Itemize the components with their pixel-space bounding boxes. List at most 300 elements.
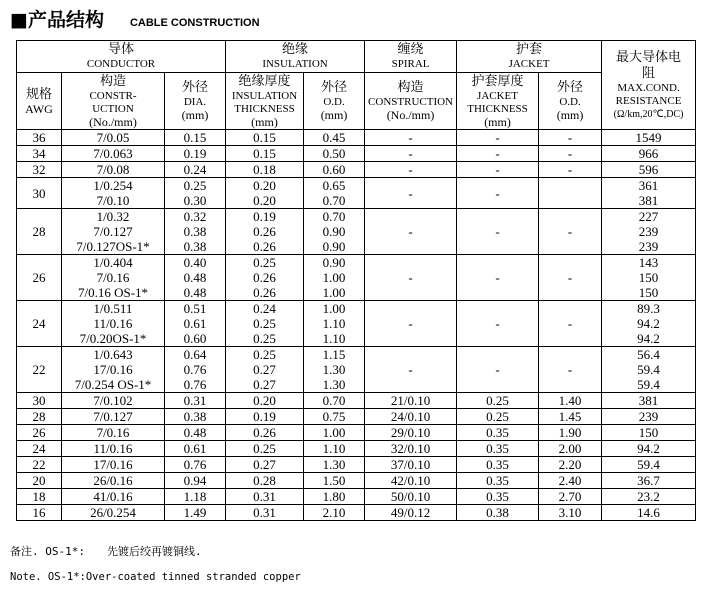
header-conductor-construction: 构造 CONSTR- UCTION (No./mm) bbox=[62, 73, 165, 130]
note-chinese bbox=[10, 545, 202, 559]
conductor-construction-cell-line: 1/0.32 bbox=[96, 209, 130, 224]
insulation-od-cell-line: 2.10 bbox=[322, 505, 346, 520]
insulation-od-cell-line: 1.80 bbox=[322, 489, 346, 504]
insulation-od-cell bbox=[304, 255, 365, 301]
insulation-od-cell bbox=[304, 209, 365, 255]
insulation-thickness-cell-line: 0.26 bbox=[253, 425, 276, 440]
spiral-construction-cell: 37/0.10 bbox=[365, 457, 457, 473]
conductor-construction-cell-line: 7/0.063 bbox=[93, 146, 133, 161]
spiral-construction-cell: 21/0.10 bbox=[365, 393, 457, 409]
insulation-od-cell-line: 0.90 bbox=[322, 239, 346, 254]
table-row bbox=[17, 425, 696, 441]
spiral-construction-cell: - bbox=[365, 146, 457, 162]
max-resistance-cell-line: 94.2 bbox=[637, 331, 660, 346]
insulation-od-cell-line: 0.65 bbox=[322, 178, 346, 193]
insulation-thickness-cell-line: 0.15 bbox=[253, 146, 276, 161]
awg-cell: 16 bbox=[17, 505, 62, 521]
conductor-construction-cell-line: 11/0.16 bbox=[93, 441, 133, 456]
jacket-od-cell: - bbox=[539, 209, 602, 255]
conductor-dia-cell-line: 0.48 bbox=[183, 425, 207, 440]
jacket-od-cell: - bbox=[539, 347, 602, 393]
conductor-dia-cell bbox=[165, 209, 226, 255]
insulation-od-cell-line: 1.30 bbox=[322, 362, 346, 377]
table-row bbox=[17, 178, 696, 209]
conductor-construction-cell bbox=[62, 130, 165, 146]
conductor-dia-cell bbox=[165, 505, 226, 521]
table-row bbox=[17, 457, 696, 473]
awg-cell: 28 bbox=[17, 409, 62, 425]
insulation-od-cell-line: 1.10 bbox=[322, 316, 346, 331]
conductor-construction-cell-line: 1/0.643 bbox=[93, 347, 133, 362]
conductor-dia-cell-line: 0.94 bbox=[183, 473, 207, 488]
insulation-od-cell-line: 1.10 bbox=[322, 441, 346, 456]
conductor-dia-cell-line: 0.19 bbox=[183, 146, 207, 161]
spiral-construction-cell: - bbox=[365, 162, 457, 178]
insulation-thickness-cell bbox=[226, 425, 304, 441]
insulation-thickness-cell-line: 0.25 bbox=[253, 331, 276, 346]
awg-cell: 22 bbox=[17, 457, 62, 473]
insulation-od-cell bbox=[304, 457, 365, 473]
header-awg: 规格 AWG bbox=[17, 73, 62, 130]
conductor-construction-cell bbox=[62, 393, 165, 409]
max-resistance-cell bbox=[602, 347, 696, 393]
title-square-icon: ■ bbox=[10, 9, 28, 31]
jacket-od-cell: - bbox=[539, 130, 602, 146]
jacket-od-cell: 2.00 bbox=[539, 441, 602, 457]
conductor-construction-cell-line: 7/0.127OS-1* bbox=[76, 239, 150, 254]
insulation-thickness-cell-line: 0.15 bbox=[253, 130, 276, 145]
conductor-dia-cell bbox=[165, 130, 226, 146]
note-chinese-label: 备注. OS-1*: bbox=[10, 545, 85, 558]
max-resistance-cell bbox=[602, 162, 696, 178]
jacket-thickness-cell: 0.35 bbox=[457, 425, 539, 441]
insulation-thickness-cell-line: 0.18 bbox=[253, 162, 276, 177]
insulation-thickness-cell bbox=[226, 209, 304, 255]
conductor-construction-cell bbox=[62, 146, 165, 162]
table-row bbox=[17, 473, 696, 489]
jacket-thickness-cell: - bbox=[457, 146, 539, 162]
insulation-od-cell-line: 1.00 bbox=[322, 270, 346, 285]
awg-cell: 32 bbox=[17, 162, 62, 178]
max-resistance-cell-line: 56.4 bbox=[637, 347, 660, 362]
insulation-thickness-cell-line: 0.20 bbox=[253, 178, 276, 193]
max-resistance-cell-line: 596 bbox=[638, 162, 659, 177]
conductor-dia-cell bbox=[165, 301, 226, 347]
insulation-od-cell bbox=[304, 489, 365, 505]
insulation-thickness-cell-line: 0.26 bbox=[253, 285, 276, 300]
insulation-od-cell bbox=[304, 178, 365, 209]
insulation-od-cell bbox=[304, 146, 365, 162]
insulation-od-cell bbox=[304, 393, 365, 409]
insulation-thickness-cell bbox=[226, 301, 304, 347]
insulation-thickness-cell bbox=[226, 130, 304, 146]
jacket-od-cell: 1.90 bbox=[539, 425, 602, 441]
conductor-dia-cell bbox=[165, 178, 226, 209]
insulation-od-cell-line: 0.45 bbox=[322, 130, 346, 145]
insulation-od-cell-line: 0.75 bbox=[322, 409, 346, 424]
insulation-od-cell-line: 1.15 bbox=[322, 347, 346, 362]
insulation-thickness-cell-line: 0.26 bbox=[253, 270, 276, 285]
header-spiral: 缠绕 SPIRAL bbox=[365, 41, 457, 73]
conductor-dia-cell-line: 0.51 bbox=[183, 301, 207, 316]
header-jacket-od: 外径 O.D. (mm) bbox=[539, 73, 602, 130]
conductor-construction-cell bbox=[62, 457, 165, 473]
title-english: CABLE CONSTRUCTION bbox=[129, 17, 260, 29]
table-row bbox=[17, 255, 696, 301]
max-resistance-cell-line: 239 bbox=[638, 409, 659, 424]
conductor-construction-cell bbox=[62, 162, 165, 178]
insulation-thickness-cell bbox=[226, 473, 304, 489]
insulation-od-cell-line: 0.90 bbox=[322, 255, 346, 270]
max-resistance-cell-line: 361 bbox=[638, 178, 659, 193]
conductor-construction-cell-line: 1/0.404 bbox=[93, 255, 133, 270]
insulation-thickness-cell-line: 0.20 bbox=[253, 393, 276, 408]
max-resistance-cell bbox=[602, 457, 696, 473]
conductor-construction-cell-line: 7/0.16 bbox=[96, 270, 130, 285]
max-resistance-cell bbox=[602, 146, 696, 162]
conductor-dia-cell-line: 0.31 bbox=[183, 393, 207, 408]
spiral-construction-cell: - bbox=[365, 255, 457, 301]
spiral-construction-cell: 50/0.10 bbox=[365, 489, 457, 505]
insulation-od-cell-line: 0.90 bbox=[322, 224, 346, 239]
jacket-od-cell: - bbox=[539, 255, 602, 301]
conductor-dia-cell-line: 0.61 bbox=[183, 441, 207, 456]
conductor-dia-cell-line: 0.61 bbox=[183, 316, 207, 331]
spiral-construction-cell: - bbox=[365, 209, 457, 255]
conductor-construction-cell-line: 1/0.511 bbox=[93, 301, 133, 316]
conductor-dia-cell-line: 0.76 bbox=[183, 377, 207, 392]
conductor-dia-cell bbox=[165, 347, 226, 393]
insulation-od-cell-line: 1.00 bbox=[322, 301, 346, 316]
insulation-od-cell bbox=[304, 473, 365, 489]
insulation-od-cell bbox=[304, 162, 365, 178]
insulation-thickness-cell-line: 0.25 bbox=[253, 347, 276, 362]
conductor-dia-cell bbox=[165, 473, 226, 489]
conductor-dia-cell-line: 0.38 bbox=[183, 224, 207, 239]
conductor-dia-cell-line: 0.76 bbox=[183, 362, 207, 377]
jacket-thickness-cell: 0.35 bbox=[457, 473, 539, 489]
insulation-od-cell-line: 1.10 bbox=[322, 331, 346, 346]
conductor-construction-cell bbox=[62, 347, 165, 393]
conductor-dia-cell-line: 0.76 bbox=[183, 457, 207, 472]
insulation-thickness-cell bbox=[226, 441, 304, 457]
jacket-thickness-cell: - bbox=[457, 130, 539, 146]
insulation-thickness-cell-line: 0.27 bbox=[253, 377, 276, 392]
insulation-od-cell-line: 0.70 bbox=[322, 193, 346, 208]
note-chinese-text: 先镀后绞再镀铜线. bbox=[106, 545, 202, 558]
conductor-dia-cell bbox=[165, 489, 226, 505]
conductor-dia-cell bbox=[165, 162, 226, 178]
spiral-construction-cell: - bbox=[365, 130, 457, 146]
conductor-construction-cell-line: 1/0.254 bbox=[93, 178, 133, 193]
insulation-od-cell bbox=[304, 505, 365, 521]
conductor-construction-cell-line: 11/0.16 bbox=[93, 316, 133, 331]
max-resistance-cell bbox=[602, 255, 696, 301]
max-resistance-cell-line: 59.4 bbox=[637, 362, 660, 377]
title-chinese: 产品结构 bbox=[27, 9, 104, 31]
header-spiral-construction: 构造 CONSTRUCTION (No./mm) bbox=[365, 73, 457, 130]
insulation-thickness-cell-line: 0.25 bbox=[253, 316, 276, 331]
jacket-od-cell: 3.10 bbox=[539, 505, 602, 521]
conductor-dia-cell-line: 0.38 bbox=[183, 239, 207, 254]
conductor-construction-cell-line: 7/0.16 OS-1* bbox=[77, 285, 149, 300]
conductor-construction-cell-line: 26/0.16 bbox=[93, 473, 133, 488]
max-resistance-cell bbox=[602, 130, 696, 146]
insulation-thickness-cell bbox=[226, 489, 304, 505]
insulation-od-cell bbox=[304, 409, 365, 425]
conductor-construction-cell-line: 7/0.254 OS-1* bbox=[74, 377, 152, 392]
awg-cell: 26 bbox=[17, 425, 62, 441]
insulation-od-cell-line: 1.30 bbox=[322, 457, 346, 472]
conductor-dia-cell bbox=[165, 425, 226, 441]
spiral-construction-cell: 42/0.10 bbox=[365, 473, 457, 489]
conductor-dia-cell-line: 0.48 bbox=[183, 285, 207, 300]
max-resistance-cell-line: 381 bbox=[638, 393, 659, 408]
jacket-thickness-cell: 0.38 bbox=[457, 505, 539, 521]
max-resistance-cell-line: 94.2 bbox=[637, 441, 660, 456]
conductor-dia-cell-line: 0.48 bbox=[183, 270, 207, 285]
insulation-od-cell-line: 0.60 bbox=[322, 162, 346, 177]
jacket-thickness-cell: 0.35 bbox=[457, 457, 539, 473]
conductor-construction-cell bbox=[62, 425, 165, 441]
cable-construction-table bbox=[16, 40, 696, 521]
awg-cell: 24 bbox=[17, 441, 62, 457]
header-conductor-dia: 外径 DIA. (mm) bbox=[165, 73, 226, 130]
max-resistance-cell-line: 89.3 bbox=[637, 301, 660, 316]
max-resistance-cell-line: 239 bbox=[638, 239, 659, 254]
conductor-dia-cell bbox=[165, 393, 226, 409]
conductor-dia-cell bbox=[165, 146, 226, 162]
jacket-thickness-cell: 0.35 bbox=[457, 489, 539, 505]
jacket-od-cell: 2.70 bbox=[539, 489, 602, 505]
jacket-od-cell: 2.40 bbox=[539, 473, 602, 489]
jacket-od-cell bbox=[539, 178, 602, 209]
conductor-construction-cell bbox=[62, 255, 165, 301]
conductor-dia-cell-line: 0.40 bbox=[183, 255, 207, 270]
conductor-construction-cell bbox=[62, 209, 165, 255]
awg-cell: 30 bbox=[17, 178, 62, 209]
insulation-thickness-cell bbox=[226, 255, 304, 301]
jacket-od-cell: - bbox=[539, 146, 602, 162]
insulation-od-cell-line: 0.50 bbox=[322, 146, 346, 161]
header-insulation-od: 外径 O.D. (mm) bbox=[304, 73, 365, 130]
header-insulation: 绝缘 INSULATION bbox=[226, 41, 365, 73]
insulation-od-cell-line: 1.50 bbox=[322, 473, 346, 488]
spiral-construction-cell: 24/0.10 bbox=[365, 409, 457, 425]
max-resistance-cell-line: 23.2 bbox=[637, 489, 660, 504]
conductor-construction-cell-line: 26/0.254 bbox=[90, 505, 136, 520]
max-resistance-cell-line: 239 bbox=[638, 224, 659, 239]
spiral-construction-cell: 49/0.12 bbox=[365, 505, 457, 521]
jacket-thickness-cell: - bbox=[457, 255, 539, 301]
conductor-dia-cell bbox=[165, 441, 226, 457]
insulation-thickness-cell bbox=[226, 393, 304, 409]
header-max-resistance: 最大导体电 阻 MAX.COND. RESISTANCE (Ω/km,20℃,DC) bbox=[602, 41, 696, 130]
table-row bbox=[17, 130, 696, 146]
conductor-construction-cell-line: 7/0.10 bbox=[96, 193, 130, 208]
jacket-thickness-cell: - bbox=[457, 347, 539, 393]
awg-cell: 36 bbox=[17, 130, 62, 146]
spiral-construction-cell: - bbox=[365, 301, 457, 347]
jacket-od-cell: 1.45 bbox=[539, 409, 602, 425]
max-resistance-cell-line: 150 bbox=[638, 425, 659, 440]
insulation-thickness-cell-line: 0.19 bbox=[253, 409, 276, 424]
insulation-od-cell-line: 0.70 bbox=[322, 209, 346, 224]
max-resistance-cell-line: 150 bbox=[638, 285, 659, 300]
conductor-construction-cell bbox=[62, 441, 165, 457]
jacket-thickness-cell: - bbox=[457, 162, 539, 178]
jacket-od-cell: 2.20 bbox=[539, 457, 602, 473]
table-row bbox=[17, 489, 696, 505]
insulation-od-cell bbox=[304, 441, 365, 457]
conductor-dia-cell bbox=[165, 255, 226, 301]
conductor-dia-cell-line: 0.60 bbox=[183, 331, 207, 346]
conductor-construction-cell bbox=[62, 473, 165, 489]
awg-cell: 20 bbox=[17, 473, 62, 489]
insulation-od-cell bbox=[304, 130, 365, 146]
conductor-construction-cell-line: 7/0.08 bbox=[96, 162, 130, 177]
insulation-thickness-cell-line: 0.24 bbox=[253, 301, 276, 316]
header-jacket: 护套 JACKET bbox=[457, 41, 602, 73]
insulation-thickness-cell-line: 0.25 bbox=[253, 441, 276, 456]
max-resistance-cell bbox=[602, 301, 696, 347]
insulation-od-cell-line: 1.00 bbox=[322, 285, 346, 300]
table-row bbox=[17, 162, 696, 178]
conductor-construction-cell-line: 7/0.127 bbox=[93, 409, 133, 424]
max-resistance-cell-line: 36.7 bbox=[637, 473, 660, 488]
conductor-construction-cell-line: 17/0.16 bbox=[93, 362, 133, 377]
conductor-dia-cell-line: 1.18 bbox=[183, 489, 207, 504]
insulation-thickness-cell-line: 0.26 bbox=[253, 239, 276, 254]
jacket-thickness-cell: - bbox=[457, 178, 539, 209]
insulation-thickness-cell bbox=[226, 505, 304, 521]
max-resistance-cell bbox=[602, 393, 696, 409]
header-insulation-thickness: 绝缘厚度 INSULATION THICKNESS (mm) bbox=[226, 73, 304, 130]
insulation-od-cell bbox=[304, 347, 365, 393]
note-english: Note. OS-1*:Over-coated tinned stranded copper bbox=[10, 571, 301, 583]
insulation-thickness-cell bbox=[226, 347, 304, 393]
conductor-construction-cell-line: 7/0.127 bbox=[93, 224, 133, 239]
max-resistance-cell-line: 1549 bbox=[635, 130, 662, 145]
max-resistance-cell bbox=[602, 505, 696, 521]
max-resistance-cell-line: 59.4 bbox=[637, 457, 660, 472]
insulation-od-cell bbox=[304, 425, 365, 441]
insulation-thickness-cell-line: 0.27 bbox=[253, 457, 276, 472]
max-resistance-cell-line: 59.4 bbox=[637, 377, 660, 392]
max-resistance-cell-line: 94.2 bbox=[637, 316, 660, 331]
max-resistance-cell-line: 227 bbox=[638, 209, 659, 224]
insulation-thickness-cell bbox=[226, 409, 304, 425]
insulation-thickness-cell-line: 0.25 bbox=[253, 255, 276, 270]
conductor-dia-cell-line: 0.25 bbox=[183, 178, 207, 193]
spiral-construction-cell: - bbox=[365, 178, 457, 209]
jacket-thickness-cell: - bbox=[457, 209, 539, 255]
table-body bbox=[17, 130, 696, 521]
conductor-construction-cell bbox=[62, 409, 165, 425]
table-row bbox=[17, 441, 696, 457]
max-resistance-cell-line: 14.6 bbox=[637, 505, 660, 520]
conductor-dia-cell-line: 0.24 bbox=[183, 162, 207, 177]
max-resistance-cell bbox=[602, 425, 696, 441]
insulation-thickness-cell bbox=[226, 162, 304, 178]
insulation-thickness-cell-line: 0.26 bbox=[253, 224, 276, 239]
jacket-thickness-cell: 0.25 bbox=[457, 409, 539, 425]
insulation-thickness-cell-line: 0.28 bbox=[253, 473, 276, 488]
spiral-construction-cell: - bbox=[365, 347, 457, 393]
table-row bbox=[17, 301, 696, 347]
insulation-thickness-cell bbox=[226, 457, 304, 473]
jacket-od-cell: 1.40 bbox=[539, 393, 602, 409]
insulation-thickness-cell-line: 0.31 bbox=[253, 489, 276, 504]
jacket-thickness-cell: 0.35 bbox=[457, 441, 539, 457]
conductor-construction-cell bbox=[62, 505, 165, 521]
header-conductor: 导体 CONDUCTOR bbox=[17, 41, 226, 73]
insulation-thickness-cell-line: 0.27 bbox=[253, 362, 276, 377]
conductor-dia-cell-line: 0.30 bbox=[183, 193, 207, 208]
insulation-od-cell-line: 0.70 bbox=[322, 393, 346, 408]
max-resistance-cell bbox=[602, 489, 696, 505]
conductor-construction-cell-line: 7/0.20OS-1* bbox=[79, 331, 147, 346]
jacket-od-cell: - bbox=[539, 162, 602, 178]
jacket-thickness-cell: 0.25 bbox=[457, 393, 539, 409]
page-title bbox=[10, 8, 260, 35]
conductor-construction-cell bbox=[62, 489, 165, 505]
awg-cell: 34 bbox=[17, 146, 62, 162]
awg-cell: 26 bbox=[17, 255, 62, 301]
conductor-construction-cell-line: 17/0.16 bbox=[93, 457, 133, 472]
awg-cell: 22 bbox=[17, 347, 62, 393]
conductor-dia-cell bbox=[165, 409, 226, 425]
max-resistance-cell bbox=[602, 473, 696, 489]
awg-cell: 28 bbox=[17, 209, 62, 255]
insulation-thickness-cell-line: 0.31 bbox=[253, 505, 276, 520]
jacket-thickness-cell: - bbox=[457, 301, 539, 347]
max-resistance-cell-line: 966 bbox=[638, 146, 659, 161]
conductor-dia-cell-line: 0.15 bbox=[183, 130, 207, 145]
max-resistance-cell bbox=[602, 209, 696, 255]
table-row bbox=[17, 409, 696, 425]
conductor-construction-cell-line: 7/0.102 bbox=[93, 393, 133, 408]
insulation-thickness-cell bbox=[226, 178, 304, 209]
insulation-od-cell-line: 1.30 bbox=[322, 377, 346, 392]
insulation-thickness-cell-line: 0.19 bbox=[253, 209, 276, 224]
conductor-construction-cell-line: 41/0.16 bbox=[93, 489, 133, 504]
max-resistance-cell bbox=[602, 441, 696, 457]
table-row bbox=[17, 347, 696, 393]
table-row bbox=[17, 209, 696, 255]
max-resistance-cell bbox=[602, 409, 696, 425]
spiral-construction-cell: 29/0.10 bbox=[365, 425, 457, 441]
conductor-dia-cell-line: 0.38 bbox=[183, 409, 207, 424]
conductor-construction-cell bbox=[62, 301, 165, 347]
table-row bbox=[17, 505, 696, 521]
table-row bbox=[17, 393, 696, 409]
conductor-construction-cell-line: 7/0.16 bbox=[96, 425, 130, 440]
conductor-dia-cell-line: 1.49 bbox=[183, 505, 207, 520]
spiral-construction-cell: 32/0.10 bbox=[365, 441, 457, 457]
awg-cell: 30 bbox=[17, 393, 62, 409]
insulation-thickness-cell-line: 0.20 bbox=[253, 193, 276, 208]
insulation-od-cell bbox=[304, 301, 365, 347]
max-resistance-cell-line: 381 bbox=[638, 193, 659, 208]
insulation-od-cell-line: 1.00 bbox=[322, 425, 346, 440]
max-resistance-cell bbox=[602, 178, 696, 209]
conductor-construction-cell bbox=[62, 178, 165, 209]
jacket-od-cell: - bbox=[539, 301, 602, 347]
awg-cell: 24 bbox=[17, 301, 62, 347]
header-jacket-thickness: 护套厚度 JACKET THICKNESS (mm) bbox=[457, 73, 539, 130]
awg-cell: 18 bbox=[17, 489, 62, 505]
